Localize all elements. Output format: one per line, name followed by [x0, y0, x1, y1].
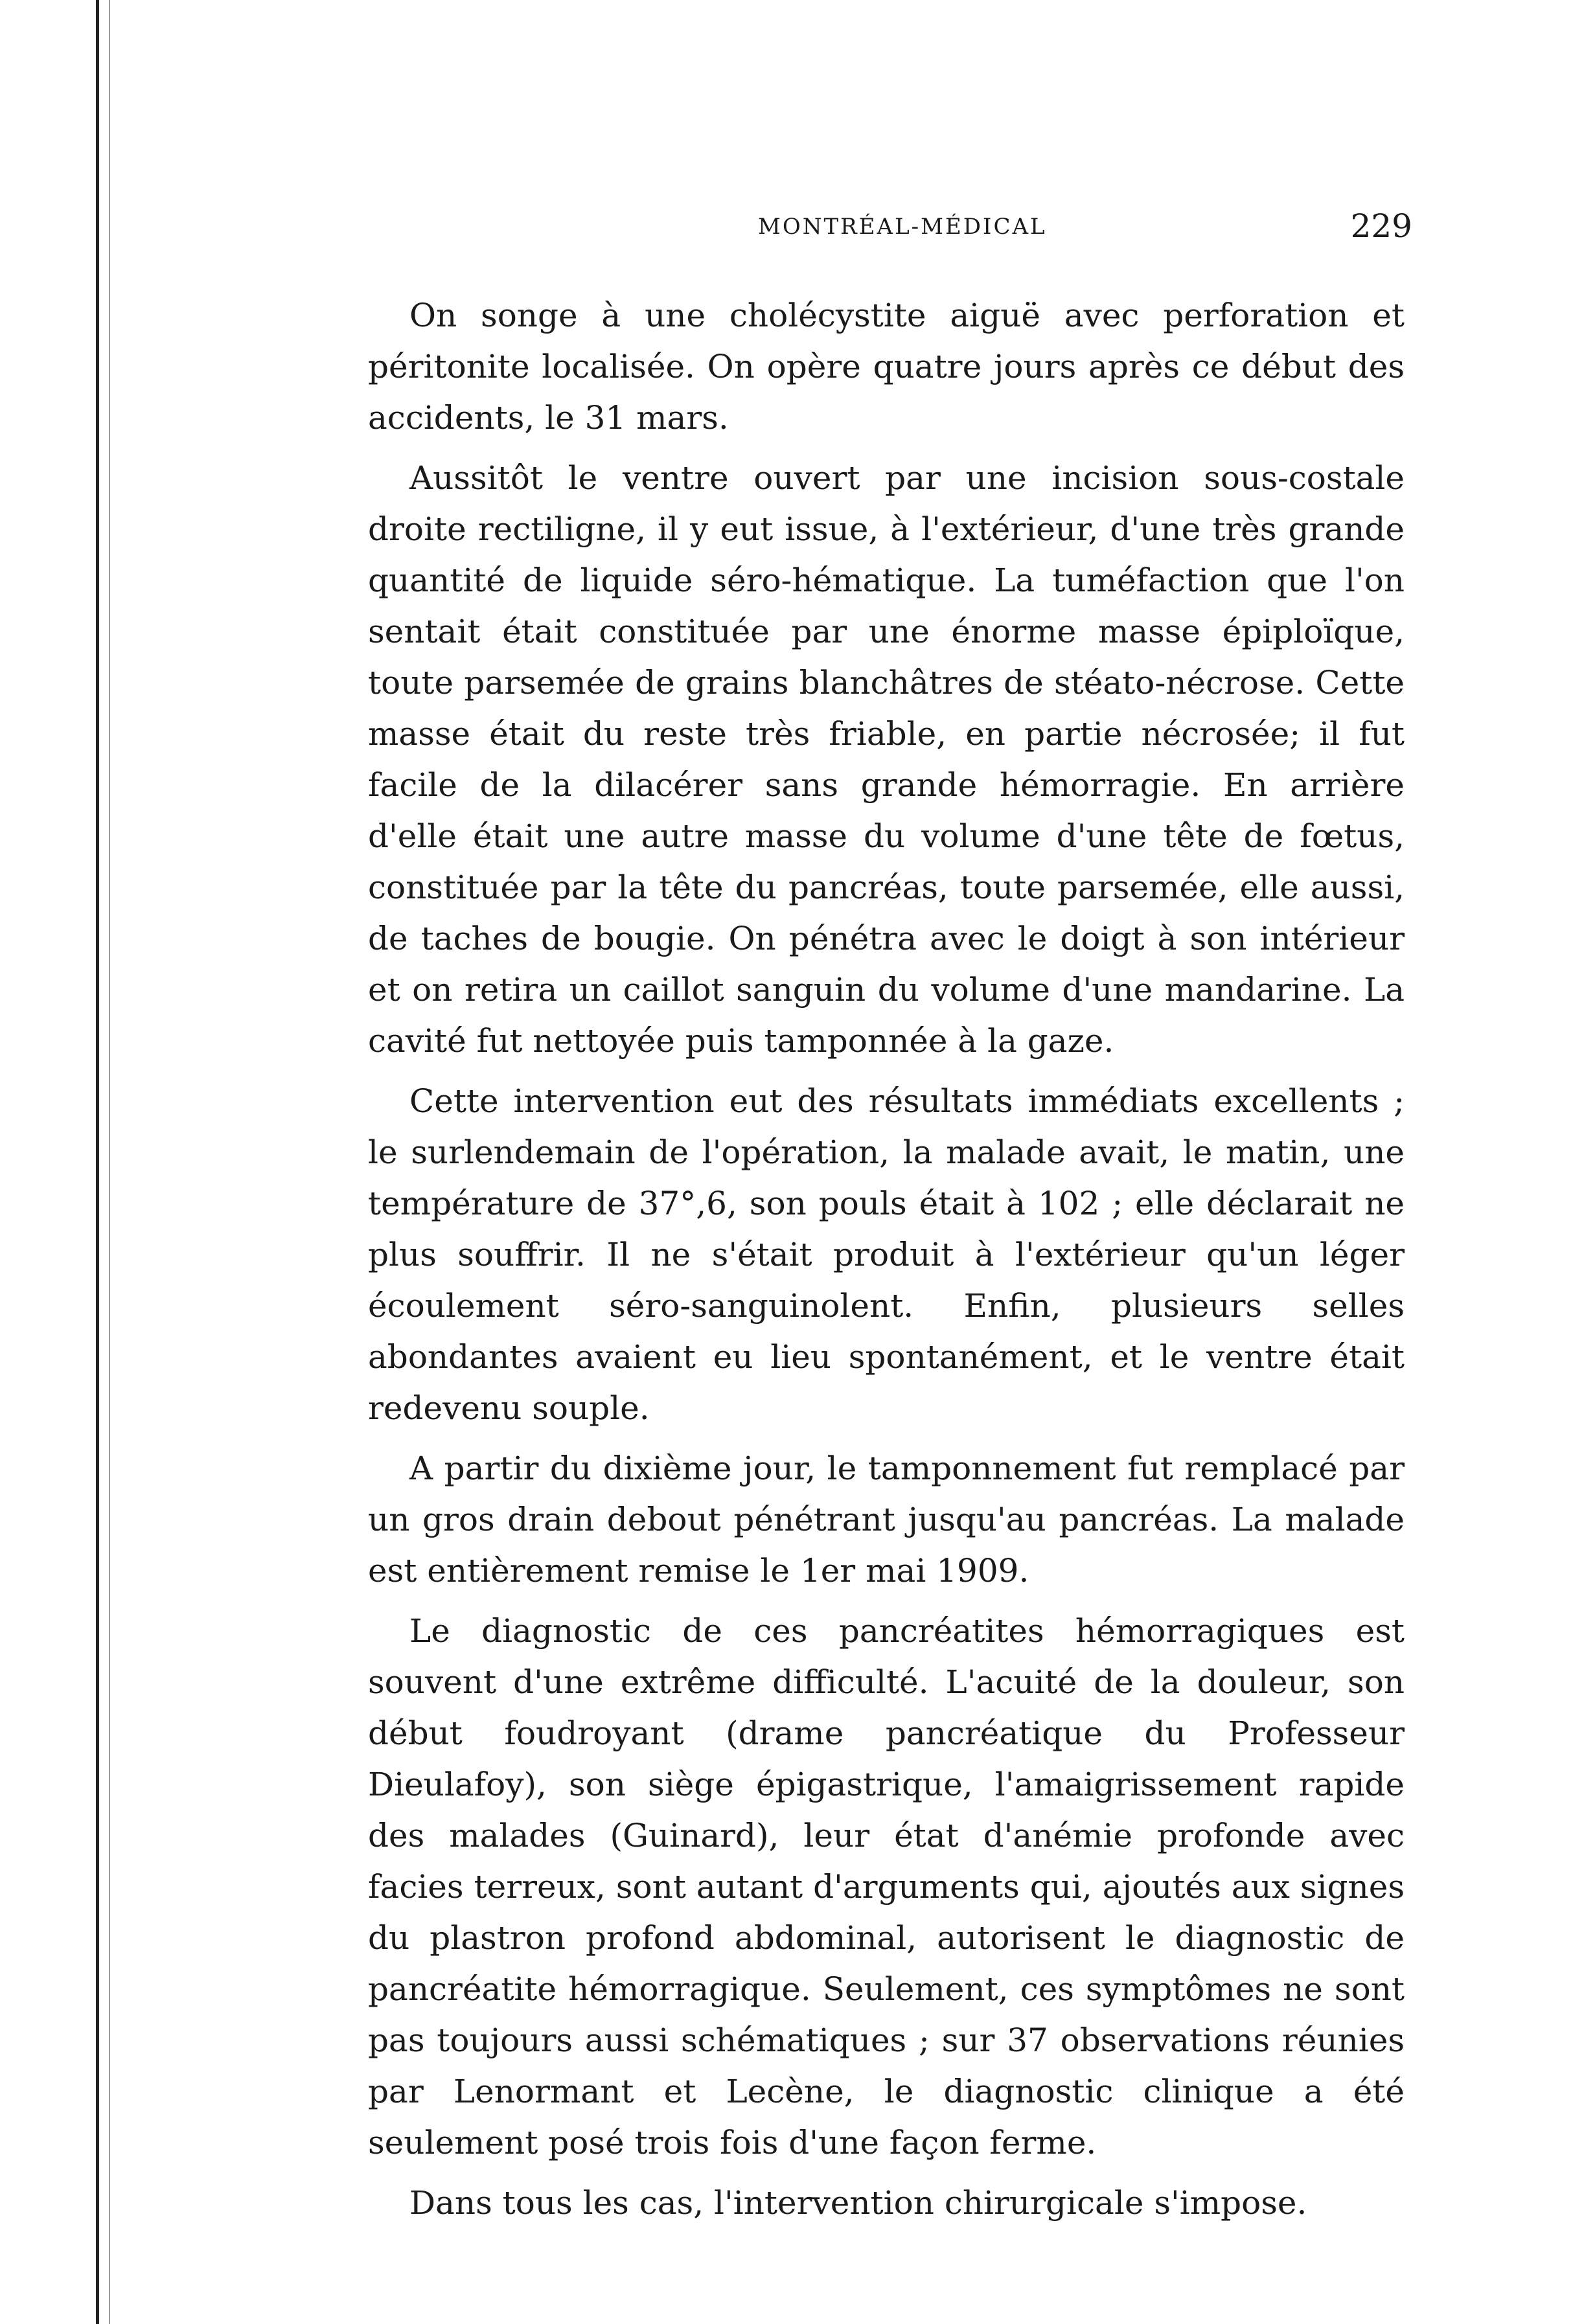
paragraph-6: Dans tous les cas, l'intervention chirurgicale s'impose. — [409, 2184, 1307, 2222]
paragraph-1: On songe à une cholécystite aiguë avec perforation et péritonite localisée. On opère quatre jours après ce début des accidents, le 31 mars. — [368, 297, 1405, 437]
paragraph-3: Cette intervention eut des résultats immédiats excellents ; le surlendemain de l'opération, la malade avait, le matin, une température de 37°,6, son pouls était à 102 ; elle déclarait ne plus souffrir. Il ne s'était produit à l'extérieur qu'un léger écoulement séro-sanguinolent. Enfin, plusieurs selles abondantes avaient eu lieu spontanément, et le ventre était redevenu souple. — [368, 1082, 1405, 1427]
binding-edge — [96, 0, 99, 2324]
paragraph-5: Le diagnostic de ces pancréatites hémorragiques est souvent d'une extrême difficulté. L'acuité de la douleur, son début foudroyant (drame pancréatique du Professeur Dieulafoy), son siège épigastrique, l'amaigrissement rapide des malades (Guinard), leur état d'anémie profonde avec facies terreux, sont autant d'arguments qui, ajoutés aux signes du plastron profond abdominal, autorisent le diagnostic de pancréatite hémorragique. Seulement, ces symptômes ne sont pas toujours aussi schématiques ; sur 37 observations réunies par Lenormant et Lecène, le diagnostic clinique a été seulement posé trois fois d'une façon ferme. — [368, 1612, 1405, 2161]
paragraph-4: A partir du dixième jour, le tamponnement fut remplacé par un gros drain debout pénétrant jusqu'au pancréas. La malade est entièrement remise le 1er mai 1909. — [368, 1450, 1405, 1589]
paragraph-2: Aussitôt le ventre ouvert par une incision sous-costale droite rectiligne, il y eut issue, à l'extérieur, d'une très grande quantité de liquide séro-hématique. La tuméfaction que l'on sentait était constituée par une énorme masse épiploïque, toute parsemée de grains blanchâtres de stéato-nécrose. Cette masse était du reste très friable, en partie nécrosée; il fut facile de la dilacérer sans grande hémorragie. En arrière d'elle était une autre masse du volume d'une tête de fœtus, constituée par la tête du pancréas, toute parsemée, elle aussi, de taches de bougie. On pénétra avec le doigt à son intérieur et on retira un caillot sanguin du volume d'une mandarine. La cavité fut nettoyée puis tamponnée à la gaze. — [368, 459, 1405, 1060]
page-header — [350, 207, 1412, 266]
body-text — [368, 290, 1405, 2235]
binding-edge-shadow — [109, 0, 110, 2324]
running-title: MONTRÉAL-MÉDICAL — [758, 214, 1047, 240]
page-number: 229 — [1350, 207, 1412, 245]
